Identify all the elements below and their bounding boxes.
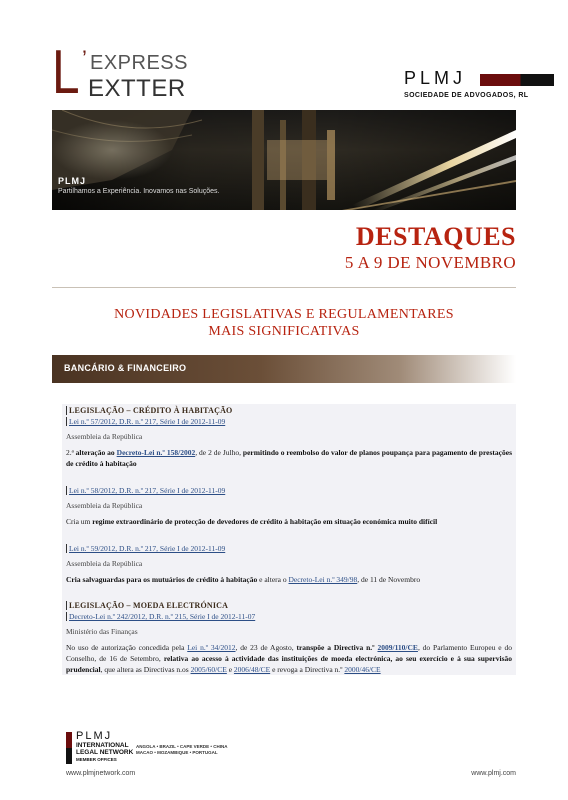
source-label: Ministério das Finanças (66, 627, 138, 636)
link-2005-60-ce[interactable]: 2005/60/CE (190, 665, 227, 674)
ref-link-lei-58[interactable]: Lei n.º 58/2012, D.R. n.º 217, Série I de 2012-11-09 (66, 486, 512, 495)
item-text (66, 516, 512, 527)
logo-big-letter: L (52, 38, 80, 107)
text-span: , de 11 de Novembro (357, 575, 421, 584)
source-label: Assembleia da República (66, 559, 143, 568)
banner-slogan: Partilhamos a Experiência. Inovamos nas Soluções. (58, 188, 220, 195)
bold-span: Cria salvaguardas para os mutuários de crédito à habitação (66, 575, 258, 584)
section-intro-title (52, 306, 516, 340)
banner-photo (52, 110, 516, 210)
item-text (66, 574, 512, 585)
heading-moeda-electronica: LEGISLAÇÃO – MOEDA ELECTRÓNICA (66, 601, 512, 610)
item-block-lei-59 (62, 541, 516, 585)
heading-credito-habitacao: LEGISLAÇÃO – CRÉDITO À HABITAÇÃO (66, 406, 512, 415)
link-2006-48-ce[interactable]: 2006/48/CE (233, 665, 271, 674)
footer-logo-name: PLMJ (76, 730, 113, 742)
section-title: BANCÁRIO & FINANCEIRO (64, 363, 187, 373)
heading-block-credito (62, 404, 516, 469)
footer-logo-line2: LEGAL NETWORK (76, 749, 134, 756)
footer-network-url[interactable]: www.plmjnetwork.com (66, 770, 136, 777)
firm-logo-bar (480, 74, 554, 86)
footer-firm-url[interactable]: www.plmj.com (471, 770, 516, 777)
highlights-dates: 5 A 9 DE NOVEMBRO (344, 253, 516, 272)
hero-banner (52, 110, 516, 210)
footer-countries-1: ANGOLA • BRAZIL • CAPE VERDE • CHINA (136, 744, 228, 749)
item-text (66, 642, 512, 675)
text-span: Cria um (66, 517, 93, 526)
highlights-heading (345, 224, 516, 273)
text-span: , de 2 de Julho, (195, 448, 243, 457)
link-2009-110-ce[interactable]: 2009/110/CE (377, 643, 418, 652)
text-span: e (226, 665, 234, 674)
footer-logo-line3: MEMBER OFFICES (76, 757, 117, 762)
link-2000-46-ce[interactable]: 2000/46/CE (344, 665, 381, 674)
logo-apostrophe: ’ (82, 46, 87, 71)
footer-network-logo (66, 732, 266, 766)
item-text (66, 447, 512, 469)
text-span: e revoga a Directiva n.º (270, 665, 345, 674)
item-block-lei-58 (62, 483, 516, 527)
intro-line-1: NOVIDADES LEGISLATIVAS E REGULAMENTARES (114, 307, 454, 322)
firm-logo (404, 68, 544, 108)
ref-link-dl-242[interactable]: Decreto-Lei n.º 242/2012, D.R. n.º 215, Série I de 2012-11-07 (66, 612, 512, 621)
text-span: No uso de autorização concedida pela (66, 643, 188, 652)
text-span: 2.ª (66, 448, 76, 457)
banner-title: PLMJ (58, 176, 87, 186)
bold-span: alteração ao (75, 448, 117, 457)
content-area (62, 404, 516, 675)
bold-span: permitindo o reembolso do valor de planos poupança para pagamento de prestações de crédito à habitação (66, 448, 512, 468)
footer-countries-2: MACAO • MOZAMBIQUE • PORTUGAL (136, 750, 218, 755)
text-span: , do Parlamento Europeu e do Conselho, de 16 de Setembro, (66, 643, 512, 663)
intro-line-2: MAIS SIGNIFICATIVAS (208, 324, 360, 339)
footer-logo-bar (66, 732, 72, 764)
source-label: Assembleia da República (66, 432, 143, 441)
text-span: , de 23 de Agosto, (235, 643, 297, 652)
highlights-title: DESTAQUES (355, 222, 516, 251)
bold-span: regime extraordinário de protecção de devedores de crédito à habitação em situação económica muito difícil (92, 517, 438, 526)
text-span: e altera o (257, 575, 289, 584)
section-header-bar (52, 355, 516, 383)
logo-extter: EXTTER (88, 75, 186, 102)
firm-subtitle: SOCIEDADE DE ADVOGADOS, RL (404, 92, 529, 99)
logo-express: EXPRESS (90, 52, 188, 74)
bold-span: relativa ao acesso à actividade das instituições de moeda electrónica, ao seu exercício e à sua supervisão prudencial (66, 654, 512, 674)
firm-name: PLMJ (404, 68, 467, 88)
divider (52, 287, 516, 288)
footer-logo-line1: INTERNATIONAL (76, 742, 129, 749)
link-dl-349-98[interactable]: Decreto-Lei n.º 349/98 (288, 575, 358, 584)
text-span: , que altera as Directivas n.os (100, 665, 191, 674)
link-lei-34-2012[interactable]: Lei n.º 34/2012 (187, 643, 236, 652)
source-label: Assembleia da República (66, 501, 143, 510)
bold-span: transpõe a Directiva n.º (296, 643, 378, 652)
newsletter-logo (52, 38, 222, 107)
link-dl-158-2002[interactable]: Decreto-Lei n.º 158/2002 (116, 448, 196, 457)
ref-link-lei-57[interactable]: Lei n.º 57/2012, D.R. n.º 217, Série I de 2012-11-09 (66, 417, 512, 426)
heading-block-moeda (62, 599, 516, 675)
ref-link-lei-59[interactable]: Lei n.º 59/2012, D.R. n.º 217, Série I de 2012-11-09 (66, 544, 512, 553)
